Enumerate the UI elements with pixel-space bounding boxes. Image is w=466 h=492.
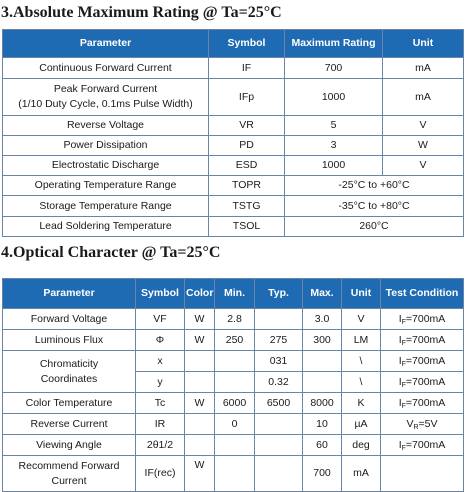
cell-parameter: Reverse Current [3, 414, 136, 435]
cell-value: -25°C to +60°C [285, 176, 464, 196]
table-row [3, 351, 464, 372]
cell-color [185, 414, 215, 435]
cell-symbol: TSTG [209, 196, 285, 217]
cell-parameter: Forward Voltage [3, 309, 136, 330]
cell-max: 300 [303, 330, 342, 351]
cell-symbol: IF(rec) [136, 456, 185, 492]
cell-test-condition [381, 435, 464, 456]
cell-parameter [3, 79, 209, 116]
cell-typ [255, 414, 303, 435]
cell-symbol: y [136, 372, 185, 393]
table-row [3, 116, 464, 136]
cell-max: 10 [303, 414, 342, 435]
condition-value: =700mA [405, 396, 446, 409]
cell-symbol: VF [136, 309, 185, 330]
cell-unit: mA [383, 79, 464, 116]
column-header: Typ. [255, 279, 303, 309]
cell-unit: LM [342, 330, 381, 351]
condition-symbol: I [398, 354, 402, 367]
cell-min: 250 [215, 330, 255, 351]
table-row [3, 217, 464, 237]
cell-test-condition [381, 456, 464, 492]
cell-test-condition [381, 330, 464, 351]
cell-unit: mA [342, 456, 381, 492]
parameter-line: (1/10 Duty Cycle, 0.1ms Pulse Width) [18, 98, 193, 110]
cell-max [303, 372, 342, 393]
column-header: Symbol [209, 30, 285, 58]
column-header: Max. [303, 279, 342, 309]
cell-min [215, 372, 255, 393]
cell-unit: µA [342, 414, 381, 435]
cell-unit: \ [342, 351, 381, 372]
condition-subscript: F [401, 444, 406, 452]
cell-symbol: TOPR [209, 176, 285, 196]
cell-color [185, 351, 215, 372]
cell-parameter: Luminous Flux [3, 330, 136, 351]
cell-unit: V [342, 309, 381, 330]
cell-unit: mA [383, 58, 464, 79]
cell-max: 8000 [303, 393, 342, 414]
cell-unit: deg [342, 435, 381, 456]
cell-max: 60 [303, 435, 342, 456]
condition-value: =700mA [405, 354, 446, 367]
cell-parameter: Continuous Forward Current [3, 58, 209, 79]
cell-test-condition [381, 351, 464, 372]
table-row [3, 196, 464, 217]
absolute-max-rating-table [2, 29, 464, 237]
cell-value: 1000 [285, 156, 383, 176]
cell-value: 5 [285, 116, 383, 136]
cell-typ: 031 [255, 351, 303, 372]
condition-value: =700mA [405, 375, 446, 388]
optical-character-table [2, 278, 464, 492]
parameter-line: Peak Forward Current [53, 83, 158, 95]
table-row [3, 330, 464, 351]
table-row [3, 309, 464, 330]
cell-color: W [185, 330, 215, 351]
cell-unit: V [383, 156, 464, 176]
cell-symbol: x [136, 351, 185, 372]
cell-parameter [3, 456, 136, 492]
cell-value: 260°C [285, 217, 464, 237]
column-header: Color [185, 279, 215, 309]
cell-min [215, 351, 255, 372]
cell-min: 6000 [215, 393, 255, 414]
cell-test-condition [381, 393, 464, 414]
table-row [3, 156, 464, 176]
cell-symbol: ESD [209, 156, 285, 176]
column-header: Unit [342, 279, 381, 309]
condition-symbol: I [398, 375, 402, 388]
cell-min: 2.8 [215, 309, 255, 330]
condition-symbol: V [406, 417, 414, 430]
cell-unit: K [342, 393, 381, 414]
cell-symbol: 2θ1/2 [136, 435, 185, 456]
table-row [3, 393, 464, 414]
cell-parameter: Color Temperature [3, 393, 136, 414]
cell-parameter: Lead Soldering Temperature [3, 217, 209, 237]
column-header: Parameter [3, 279, 136, 309]
cell-parameter: Reverse Voltage [3, 116, 209, 136]
condition-symbol: I [398, 396, 402, 409]
section-title-optical-character: 4.Optical Character @ Ta=25°C [1, 244, 221, 261]
cell-test-condition [381, 372, 464, 393]
cell-value: 700 [285, 58, 383, 79]
cell-max: 3.0 [303, 309, 342, 330]
column-header: Maximum Rating [285, 30, 383, 58]
cell-typ [255, 435, 303, 456]
cell-color [185, 435, 215, 456]
cell-symbol: IFp [209, 79, 285, 116]
cell-symbol: Tc [136, 393, 185, 414]
cell-parameter: Viewing Angle [3, 435, 136, 456]
condition-subscript: R [413, 423, 419, 431]
cell-unit: V [383, 116, 464, 136]
section-title-absolute-max: 3.Absolute Maximum Rating @ Ta=25°C [1, 4, 282, 21]
cell-max [303, 351, 342, 372]
parameter-line: Current [51, 474, 87, 487]
cell-typ [255, 456, 303, 492]
column-header: Parameter [3, 30, 209, 58]
parameter-line: Recommend Forward [18, 459, 120, 472]
cell-color: W [185, 456, 215, 492]
cell-value: 3 [285, 136, 383, 156]
condition-subscript: F [401, 402, 406, 410]
cell-symbol: VR [209, 116, 285, 136]
condition-symbol: I [398, 438, 402, 451]
cell-typ: 0.32 [255, 372, 303, 393]
table-header-row [3, 30, 464, 58]
parameter-line: Coordinates [40, 372, 98, 385]
condition-symbol: I [398, 312, 402, 325]
cell-min [215, 456, 255, 492]
cell-typ: 275 [255, 330, 303, 351]
cell-symbol: PD [209, 136, 285, 156]
column-header: Test Condition [381, 279, 464, 309]
cell-symbol: IF [209, 58, 285, 79]
cell-symbol: TSOL [209, 217, 285, 237]
cell-value: -35°C to +80°C [285, 196, 464, 217]
cell-min: 0 [215, 414, 255, 435]
condition-subscript: F [401, 360, 406, 368]
cell-test-condition [381, 414, 464, 435]
cell-parameter: Power Dissipation [3, 136, 209, 156]
cell-value: 1000 [285, 79, 383, 116]
cell-unit: \ [342, 372, 381, 393]
cell-typ [255, 309, 303, 330]
cell-color [185, 372, 215, 393]
cell-symbol: IR [136, 414, 185, 435]
table-row [3, 79, 464, 116]
cell-parameter: Operating Temperature Range [3, 176, 209, 196]
cell-test-condition [381, 309, 464, 330]
table-row [3, 136, 464, 156]
column-header: Symbol [136, 279, 185, 309]
cell-typ: 6500 [255, 393, 303, 414]
condition-value: =5V [418, 417, 438, 430]
condition-value: =700mA [405, 333, 446, 346]
condition-symbol: I [398, 333, 402, 346]
condition-subscript: F [401, 381, 406, 389]
cell-max: 700 [303, 456, 342, 492]
cell-parameter: Electrostatic Discharge [3, 156, 209, 176]
cell-min [215, 435, 255, 456]
cell-color: W [185, 393, 215, 414]
column-header: Unit [383, 30, 464, 58]
cell-symbol: Φ [136, 330, 185, 351]
table-header-row [3, 279, 464, 309]
condition-subscript: F [401, 339, 406, 347]
table-row [3, 58, 464, 79]
cell-parameter: Storage Temperature Range [3, 196, 209, 217]
table-row [3, 414, 464, 435]
condition-subscript: F [401, 318, 406, 326]
condition-value: =700mA [405, 438, 446, 451]
parameter-line: Chromaticity [39, 357, 99, 370]
table-row [3, 435, 464, 456]
column-header: Min. [215, 279, 255, 309]
table-row [3, 456, 464, 492]
cell-color: W [185, 309, 215, 330]
table-row [3, 176, 464, 196]
cell-parameter [3, 351, 136, 393]
condition-value: =700mA [405, 312, 446, 325]
cell-unit: W [383, 136, 464, 156]
